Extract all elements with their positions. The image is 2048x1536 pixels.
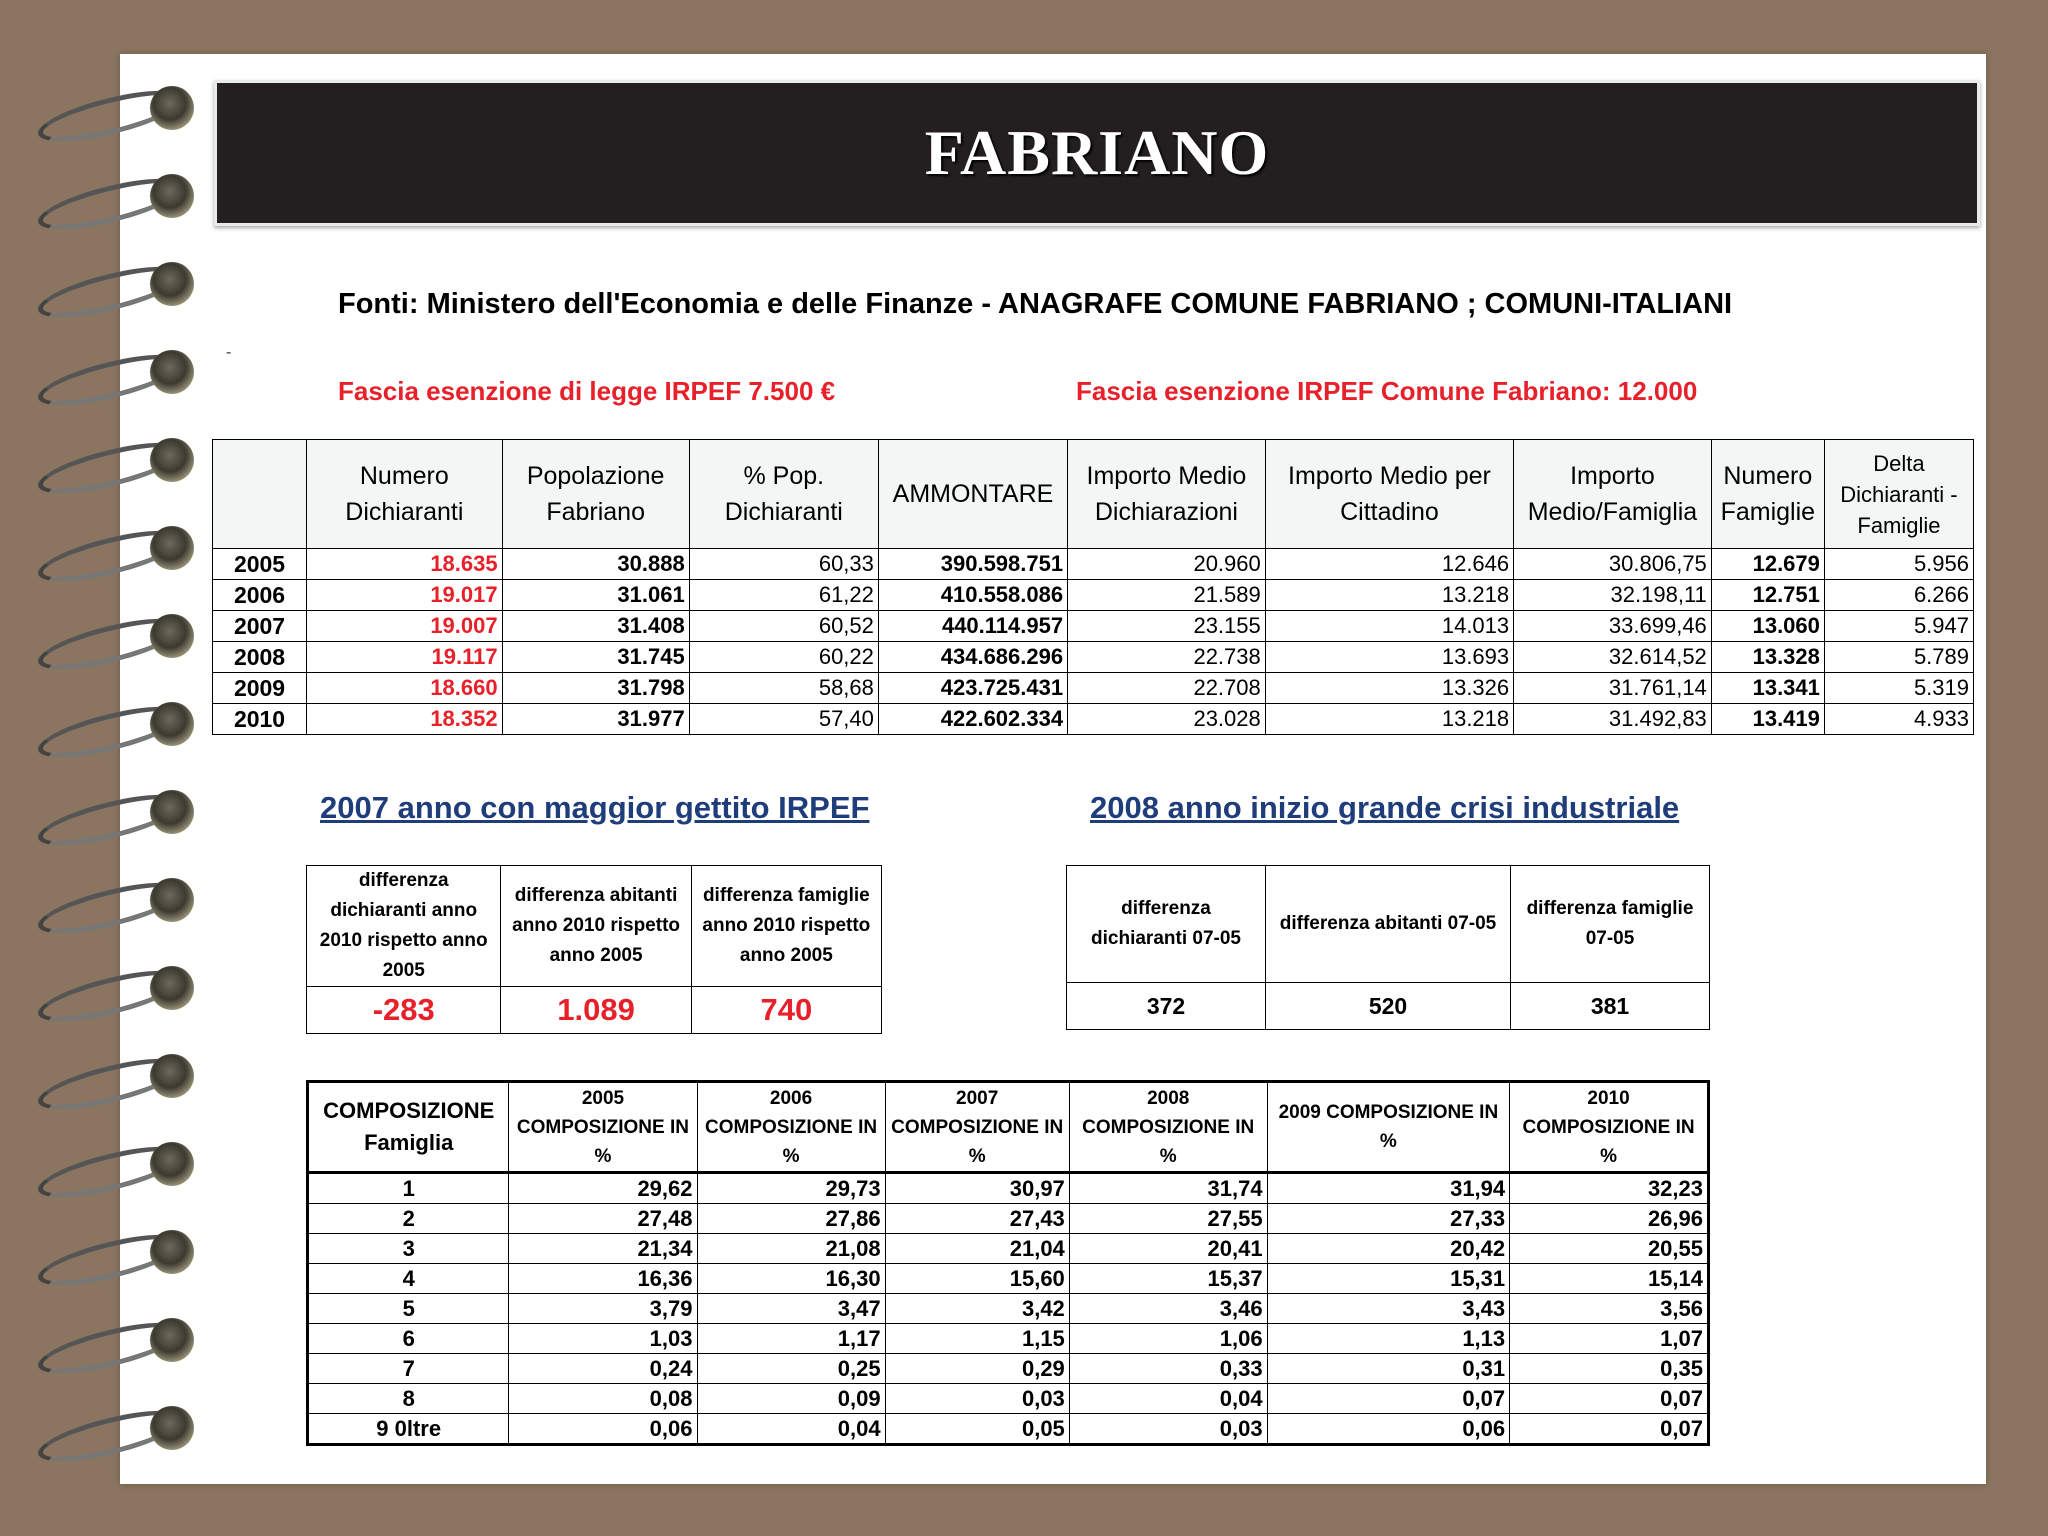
table-row bbox=[308, 1173, 1709, 1204]
year-cell: 2005 bbox=[213, 549, 307, 580]
family-size-cell: 8 bbox=[308, 1384, 509, 1414]
header-cell: 2005 COMPOSIZIONE IN % bbox=[509, 1082, 697, 1173]
percent-cell: 30,97 bbox=[885, 1173, 1069, 1204]
percent-cell: 27,43 bbox=[885, 1204, 1069, 1234]
percent-cell: 3,56 bbox=[1510, 1294, 1709, 1324]
percent-cell: 0,29 bbox=[885, 1354, 1069, 1384]
table-header-row bbox=[308, 1082, 1709, 1173]
data-cell: 22.738 bbox=[1068, 642, 1266, 673]
data-cell: 5.789 bbox=[1824, 642, 1973, 673]
table-row bbox=[1067, 983, 1710, 1030]
data-cell: 31.061 bbox=[502, 580, 689, 611]
ring-hole bbox=[150, 86, 194, 130]
percent-cell: 29,73 bbox=[697, 1173, 885, 1204]
data-cell: 31.745 bbox=[502, 642, 689, 673]
percent-cell: 0,25 bbox=[697, 1354, 885, 1384]
data-cell: 19.117 bbox=[307, 642, 503, 673]
percent-cell: 15,31 bbox=[1267, 1264, 1510, 1294]
percent-cell: 16,36 bbox=[509, 1264, 697, 1294]
percent-cell: 27,86 bbox=[697, 1204, 885, 1234]
data-cell: 5.319 bbox=[1824, 673, 1973, 704]
percent-cell: 0,08 bbox=[509, 1384, 697, 1414]
data-cell: 423.725.431 bbox=[878, 673, 1067, 704]
header-cell: Numero Famiglie bbox=[1711, 440, 1824, 549]
data-cell: 32.198,11 bbox=[1514, 580, 1712, 611]
header-cell: differenza abitanti 07-05 bbox=[1266, 866, 1511, 983]
percent-cell: 1,06 bbox=[1069, 1324, 1267, 1354]
percent-cell: 0,07 bbox=[1267, 1384, 1510, 1414]
header-cell: differenza abitanti anno 2010 rispetto anno 2005 bbox=[501, 866, 691, 987]
ring-hole bbox=[150, 174, 194, 218]
header-cell: Importo Medio Dichiarazioni bbox=[1068, 440, 1266, 549]
data-cell: 20.960 bbox=[1068, 549, 1266, 580]
header-cell: 2010 COMPOSIZIONE IN % bbox=[1510, 1082, 1709, 1173]
percent-cell: 27,33 bbox=[1267, 1204, 1510, 1234]
header-cell: differenza dichiaranti anno 2010 rispetto anno 2005 bbox=[307, 866, 501, 987]
diff-value: 372 bbox=[1067, 983, 1266, 1030]
spiral-ring bbox=[30, 696, 200, 754]
percent-cell: 1,17 bbox=[697, 1324, 885, 1354]
data-cell: 30.888 bbox=[502, 549, 689, 580]
data-cell: 410.558.086 bbox=[878, 580, 1067, 611]
spiral-ring bbox=[30, 1136, 200, 1194]
diff-value: 520 bbox=[1266, 983, 1511, 1030]
family-size-cell: 4 bbox=[308, 1264, 509, 1294]
percent-cell: 21,04 bbox=[885, 1234, 1069, 1264]
data-cell: 18.352 bbox=[307, 704, 503, 735]
ring-hole bbox=[150, 350, 194, 394]
percent-cell: 32,23 bbox=[1510, 1173, 1709, 1204]
percent-cell: 0,06 bbox=[509, 1414, 697, 1445]
table-row bbox=[308, 1204, 1709, 1234]
data-cell: 61,22 bbox=[689, 580, 878, 611]
data-cell: 12.751 bbox=[1711, 580, 1824, 611]
table-row bbox=[213, 580, 1974, 611]
diff-2010-2005-table bbox=[306, 865, 882, 1034]
year-cell: 2010 bbox=[213, 704, 307, 735]
percent-cell: 27,55 bbox=[1069, 1204, 1267, 1234]
data-cell: 32.614,52 bbox=[1514, 642, 1712, 673]
spiral-ring bbox=[30, 1400, 200, 1458]
data-cell: 23.155 bbox=[1068, 611, 1266, 642]
family-size-cell: 3 bbox=[308, 1234, 509, 1264]
header-cell: COMPOSIZIONE Famiglia bbox=[308, 1082, 509, 1173]
header-cell: differenza dichiaranti 07-05 bbox=[1067, 866, 1266, 983]
family-size-cell: 1 bbox=[308, 1173, 509, 1204]
header-cell: Importo Medio/Famiglia bbox=[1514, 440, 1712, 549]
data-cell: 12.679 bbox=[1711, 549, 1824, 580]
spiral-ring bbox=[30, 256, 200, 314]
ring-hole bbox=[150, 262, 194, 306]
spiral-ring bbox=[30, 608, 200, 666]
percent-cell: 16,30 bbox=[697, 1264, 885, 1294]
percent-cell: 0,04 bbox=[697, 1414, 885, 1445]
ring-hole bbox=[150, 1054, 194, 1098]
spiral-ring bbox=[30, 960, 200, 1018]
year-cell: 2007 bbox=[213, 611, 307, 642]
data-cell: 5.956 bbox=[1824, 549, 1973, 580]
table-row bbox=[308, 1414, 1709, 1445]
diff-value: 1.089 bbox=[501, 987, 691, 1034]
percent-cell: 3,79 bbox=[509, 1294, 697, 1324]
table-row bbox=[213, 642, 1974, 673]
percent-cell: 0,31 bbox=[1267, 1354, 1510, 1384]
ring-hole bbox=[150, 966, 194, 1010]
data-cell: 4.933 bbox=[1824, 704, 1973, 735]
ring-hole bbox=[150, 1142, 194, 1186]
data-cell: 60,33 bbox=[689, 549, 878, 580]
spiral-ring bbox=[30, 1312, 200, 1370]
header-cell: Numero Dichiaranti bbox=[307, 440, 503, 549]
table-row bbox=[307, 987, 882, 1034]
table-row bbox=[308, 1354, 1709, 1384]
table-row bbox=[308, 1384, 1709, 1414]
data-cell: 13.218 bbox=[1265, 704, 1513, 735]
data-cell: 18.635 bbox=[307, 549, 503, 580]
data-cell: 31.408 bbox=[502, 611, 689, 642]
table-row bbox=[308, 1324, 1709, 1354]
spiral-ring bbox=[30, 520, 200, 578]
family-size-cell: 5 bbox=[308, 1294, 509, 1324]
data-cell: 6.266 bbox=[1824, 580, 1973, 611]
dash-mark: - bbox=[226, 344, 232, 361]
family-size-cell: 7 bbox=[308, 1354, 509, 1384]
percent-cell: 31,74 bbox=[1069, 1173, 1267, 1204]
data-cell: 19.017 bbox=[307, 580, 503, 611]
ring-hole bbox=[150, 790, 194, 834]
data-cell: 18.660 bbox=[307, 673, 503, 704]
spiral-ring bbox=[30, 872, 200, 930]
table-row bbox=[213, 549, 1974, 580]
data-cell: 31.977 bbox=[502, 704, 689, 735]
data-cell: 13.218 bbox=[1265, 580, 1513, 611]
spiral-ring bbox=[30, 1048, 200, 1106]
header-cell: Popolazione Fabriano bbox=[502, 440, 689, 549]
data-cell: 22.708 bbox=[1068, 673, 1266, 704]
diff-value: -283 bbox=[307, 987, 501, 1034]
percent-cell: 26,96 bbox=[1510, 1204, 1709, 1234]
percent-cell: 1,07 bbox=[1510, 1324, 1709, 1354]
header-cell: 2008 COMPOSIZIONE IN % bbox=[1069, 1082, 1267, 1173]
data-cell: 31.761,14 bbox=[1514, 673, 1712, 704]
data-cell: 60,52 bbox=[689, 611, 878, 642]
data-cell: 60,22 bbox=[689, 642, 878, 673]
table-row bbox=[213, 673, 1974, 704]
ring-hole bbox=[150, 878, 194, 922]
exemption-law-note: Fascia esenzione di legge IRPEF 7.500 € bbox=[338, 376, 836, 406]
percent-cell: 0,07 bbox=[1510, 1414, 1709, 1445]
table-header-row bbox=[1067, 866, 1710, 983]
ring-hole bbox=[150, 614, 194, 658]
spiral-ring bbox=[30, 432, 200, 490]
data-cell: 422.602.334 bbox=[878, 704, 1067, 735]
percent-cell: 1,03 bbox=[509, 1324, 697, 1354]
spiral-ring bbox=[30, 168, 200, 226]
data-cell: 19.007 bbox=[307, 611, 503, 642]
data-cell: 13.693 bbox=[1265, 642, 1513, 673]
data-cell: 12.646 bbox=[1265, 549, 1513, 580]
data-cell: 14.013 bbox=[1265, 611, 1513, 642]
table-header-row bbox=[307, 866, 882, 987]
percent-cell: 0,33 bbox=[1069, 1354, 1267, 1384]
header-cell: Delta Dichiaranti - Famiglie bbox=[1824, 440, 1973, 549]
header-cell bbox=[213, 440, 307, 549]
percent-cell: 20,41 bbox=[1069, 1234, 1267, 1264]
header-cell: % Pop. Dichiaranti bbox=[689, 440, 878, 549]
percent-cell: 3,46 bbox=[1069, 1294, 1267, 1324]
percent-cell: 21,08 bbox=[697, 1234, 885, 1264]
percent-cell: 3,42 bbox=[885, 1294, 1069, 1324]
ring-hole bbox=[150, 1318, 194, 1362]
diff-value: 740 bbox=[691, 987, 881, 1034]
data-cell: 23.028 bbox=[1068, 704, 1266, 735]
data-cell: 31.492,83 bbox=[1514, 704, 1712, 735]
data-cell: 13.341 bbox=[1711, 673, 1824, 704]
percent-cell: 3,47 bbox=[697, 1294, 885, 1324]
percent-cell: 3,43 bbox=[1267, 1294, 1510, 1324]
heading-2008: 2008 anno inizio grande crisi industriale bbox=[1090, 790, 1680, 825]
family-size-cell: 2 bbox=[308, 1204, 509, 1234]
header-cell: 2006 COMPOSIZIONE IN % bbox=[697, 1082, 885, 1173]
data-cell: 440.114.957 bbox=[878, 611, 1067, 642]
ring-hole bbox=[150, 526, 194, 570]
table-row bbox=[213, 704, 1974, 735]
heading-2007: 2007 anno con maggior gettito IRPEF bbox=[320, 790, 870, 825]
ring-hole bbox=[150, 1406, 194, 1450]
percent-cell: 20,55 bbox=[1510, 1234, 1709, 1264]
percent-cell: 31,94 bbox=[1267, 1173, 1510, 1204]
percent-cell: 0,07 bbox=[1510, 1384, 1709, 1414]
table-header-row bbox=[213, 440, 1974, 549]
percent-cell: 0,03 bbox=[885, 1384, 1069, 1414]
data-cell: 5.947 bbox=[1824, 611, 1973, 642]
ring-hole bbox=[150, 438, 194, 482]
header-cell: 2007 COMPOSIZIONE IN % bbox=[885, 1082, 1069, 1173]
exemption-city-note: Fascia esenzione IRPEF Comune Fabriano: 12.000 bbox=[1076, 376, 1698, 406]
percent-cell: 0,04 bbox=[1069, 1384, 1267, 1414]
ring-hole bbox=[150, 1230, 194, 1274]
percent-cell: 0,24 bbox=[509, 1354, 697, 1384]
data-cell: 30.806,75 bbox=[1514, 549, 1712, 580]
family-size-cell: 9 0ltre bbox=[308, 1414, 509, 1445]
percent-cell: 0,05 bbox=[885, 1414, 1069, 1445]
percent-cell: 21,34 bbox=[509, 1234, 697, 1264]
percent-cell: 0,09 bbox=[697, 1384, 885, 1414]
family-size-cell: 6 bbox=[308, 1324, 509, 1354]
header-cell: Importo Medio per Cittadino bbox=[1265, 440, 1513, 549]
data-cell: 13.326 bbox=[1265, 673, 1513, 704]
percent-cell: 15,37 bbox=[1069, 1264, 1267, 1294]
family-composition-table bbox=[306, 1080, 1710, 1446]
table-row bbox=[308, 1234, 1709, 1264]
table-row bbox=[213, 611, 1974, 642]
data-cell: 31.798 bbox=[502, 673, 689, 704]
data-cell: 57,40 bbox=[689, 704, 878, 735]
data-cell: 21.589 bbox=[1068, 580, 1266, 611]
irpef-main-table bbox=[212, 439, 1974, 735]
data-cell: 13.060 bbox=[1711, 611, 1824, 642]
percent-cell: 1,13 bbox=[1267, 1324, 1510, 1354]
year-cell: 2006 bbox=[213, 580, 307, 611]
spiral-ring bbox=[30, 1224, 200, 1282]
data-cell: 33.699,46 bbox=[1514, 611, 1712, 642]
spiral-ring bbox=[30, 784, 200, 842]
diff-07-05-table bbox=[1066, 865, 1710, 1030]
percent-cell: 20,42 bbox=[1267, 1234, 1510, 1264]
percent-cell: 27,48 bbox=[509, 1204, 697, 1234]
year-cell: 2008 bbox=[213, 642, 307, 673]
spiral-ring bbox=[30, 80, 200, 138]
header-cell: differenza famiglie anno 2010 rispetto anno 2005 bbox=[691, 866, 881, 987]
header-cell: differenza famiglie 07-05 bbox=[1511, 866, 1710, 983]
table-row bbox=[308, 1294, 1709, 1324]
percent-cell: 0,35 bbox=[1510, 1354, 1709, 1384]
percent-cell: 1,15 bbox=[885, 1324, 1069, 1354]
percent-cell: 15,60 bbox=[885, 1264, 1069, 1294]
data-cell: 13.328 bbox=[1711, 642, 1824, 673]
spiral-ring bbox=[30, 344, 200, 402]
percent-cell: 29,62 bbox=[509, 1173, 697, 1204]
data-cell: 58,68 bbox=[689, 673, 878, 704]
page-title: FABRIANO bbox=[924, 117, 1270, 188]
header-cell: AMMONTARE bbox=[878, 440, 1067, 549]
data-cell: 434.686.296 bbox=[878, 642, 1067, 673]
percent-cell: 15,14 bbox=[1510, 1264, 1709, 1294]
header-cell: 2009 COMPOSIZIONE IN % bbox=[1267, 1082, 1510, 1173]
year-cell: 2009 bbox=[213, 673, 307, 704]
data-cell: 13.419 bbox=[1711, 704, 1824, 735]
title-banner bbox=[214, 80, 1980, 226]
data-cell: 390.598.751 bbox=[878, 549, 1067, 580]
table-row bbox=[308, 1264, 1709, 1294]
percent-cell: 0,03 bbox=[1069, 1414, 1267, 1445]
ring-hole bbox=[150, 702, 194, 746]
percent-cell: 0,06 bbox=[1267, 1414, 1510, 1445]
sources-text: Fonti: Ministero dell'Economia e delle Finanze - ANAGRAFE COMUNE FABRIANO ; COMUNI-ITALIANI bbox=[338, 288, 1733, 320]
diff-value: 381 bbox=[1511, 983, 1710, 1030]
